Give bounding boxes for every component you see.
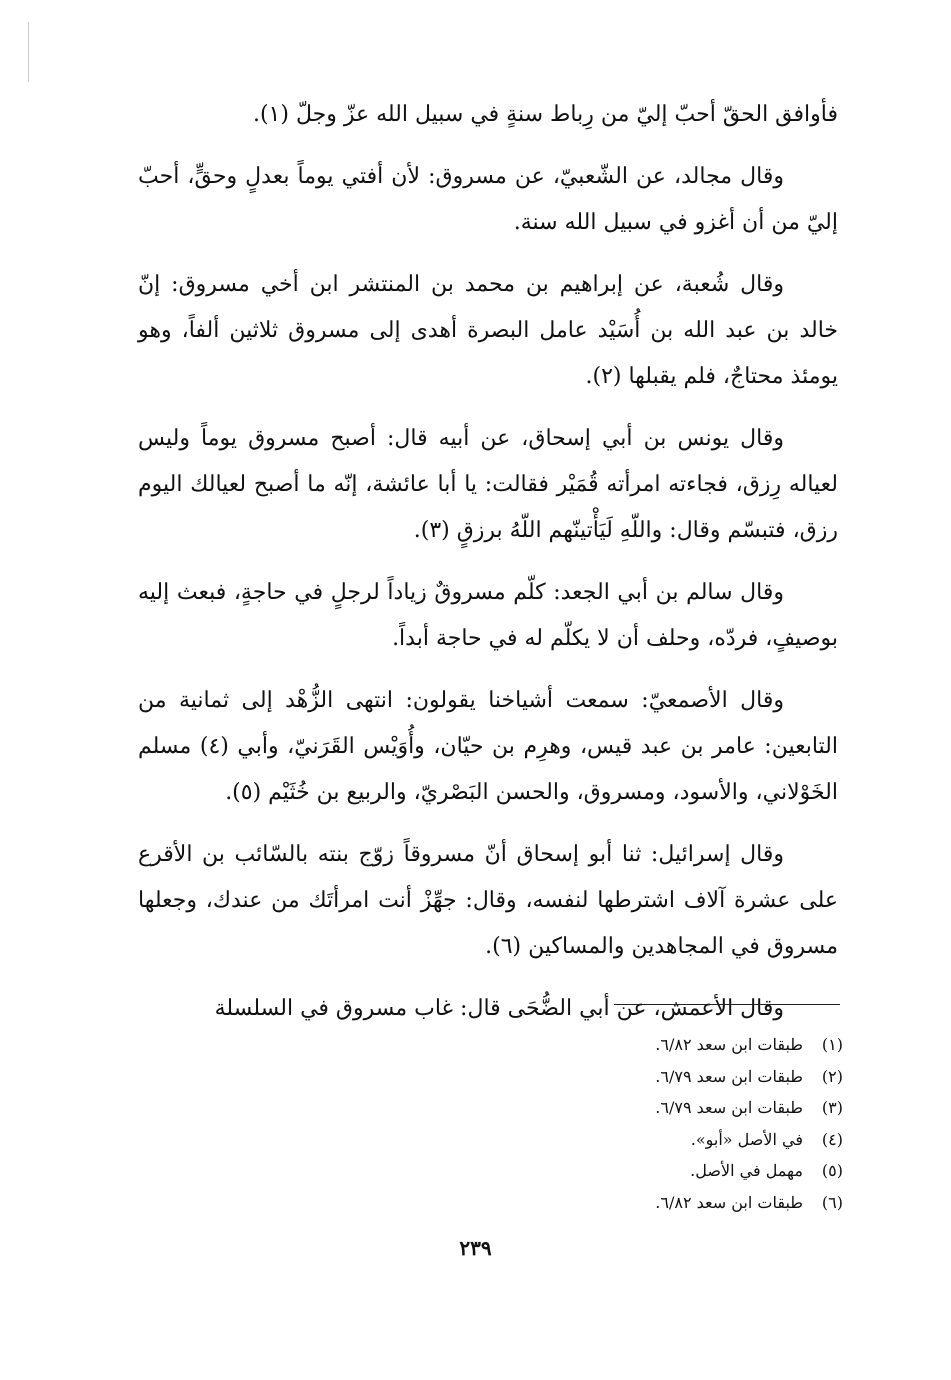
main-text [138, 92, 838, 1032]
paragraph-3: وقال شُعبة، عن إبراهيم بن محمد بن المنتشر ابن أخي مسروق: إنّ خالد بن عبد الله بن أُسَيْد عامل البصرة أهدى إلى مسروق ثلاثين ألفاً، وهو يومئذ محتاجٌ، فلم يقبلها (٢). [138, 272, 838, 389]
paragraph-8: وقال الأعمش، عن أبي الضُّحَى قال: غاب مسروق في السلسلة [214, 996, 784, 1021]
footnote-separator [614, 1004, 840, 1005]
footnote-1 [543, 1029, 843, 1061]
footnote-text: في الأصل «أبو». [690, 1129, 803, 1149]
footnote-text: طبقات ابن سعد ٦/٨٢. [655, 1035, 803, 1054]
footnote-number: (٣) [821, 1098, 843, 1117]
footnote-number: (١) [821, 1035, 843, 1054]
footnote-3 [543, 1092, 843, 1124]
page-number: ٢٣٩ [459, 1236, 492, 1260]
footnote-text: طبقات ابن سعد ٦/٧٩. [655, 1098, 803, 1117]
paragraph-6: وقال الأصمعيّ: سمعت أشياخنا يقولون: انتهى الزُّهْد إلى ثمانية من التابعين: عامر بن عبد قيس، وهرِم بن حيّان، وأُوَيْس القَرَنيّ، وأبي (٤) مسلم الخَوْلاني، والأسود، ومسروق، والحسن البَصْريّ، والربيع بن خُثَيْم (٥). [138, 688, 838, 805]
footnote-text: طبقات ابن سعد ٦/٨٢. [655, 1192, 803, 1212]
footnotes [543, 1029, 843, 1218]
paragraph-1: فأوافق الحقّ أحبّ إليّ من رِباط سنةٍ في سبيل الله عزّ وجلّ (١). [252, 102, 838, 127]
footnote-number: (٢) [821, 1066, 843, 1086]
footnote-4 [543, 1124, 843, 1156]
paragraph-2: وقال مجالد، عن الشّعبيّ، عن مسروق: لأن أفتي يوماً بعدلٍ وحقٍّ، أحبّ إليّ من أن أغزو في سبيل الله سنة. [138, 164, 838, 235]
footnote-text: طبقات ابن سعد ٦/٧٩. [655, 1066, 803, 1086]
paragraph-4: وقال يونس بن أبي إسحاق، عن أبيه قال: أصبح مسروق يوماً وليس لعياله رِزق، فجاءته امرأته قُمَيْر فقالت: يا أبا عائشة، إنّه ما أصبح لعيالك اليوم رزق، فتبسّم وقال: واللّهِ لَيَأْتينّهم اللّهُ برزقٍ (٣). [138, 426, 838, 543]
footnote-6 [543, 1187, 843, 1219]
footnote-number: (٥) [821, 1161, 843, 1180]
footnote-number: (٦) [821, 1192, 843, 1212]
paragraph-7: وقال إسرائيل: ثنا أبو إسحاق أنّ مسروقاً زوّج بنته بالسّائب بن الأقرع على عشرة آلاف اشترطها لنفسه، وقال: جهِّزْ أنت امرأتَك من عندك، وجعلها مسروق في المجاهدين والمساكين (٦). [138, 842, 838, 959]
footnote-5 [543, 1155, 843, 1187]
scan-edge-mark [28, 22, 29, 82]
footnote-number: (٤) [821, 1129, 843, 1149]
footnote-text: مهمل في الأصل. [690, 1161, 803, 1180]
footnote-2 [543, 1061, 843, 1093]
paragraph-5: وقال سالم بن أبي الجعد: كلّم مسروقٌ زياداً لرجلٍ في حاجةٍ، فبعث إليه بوصيفٍ، فردّه، وحلف أن لا يكلّم له في حاجة أبداً. [138, 580, 838, 651]
